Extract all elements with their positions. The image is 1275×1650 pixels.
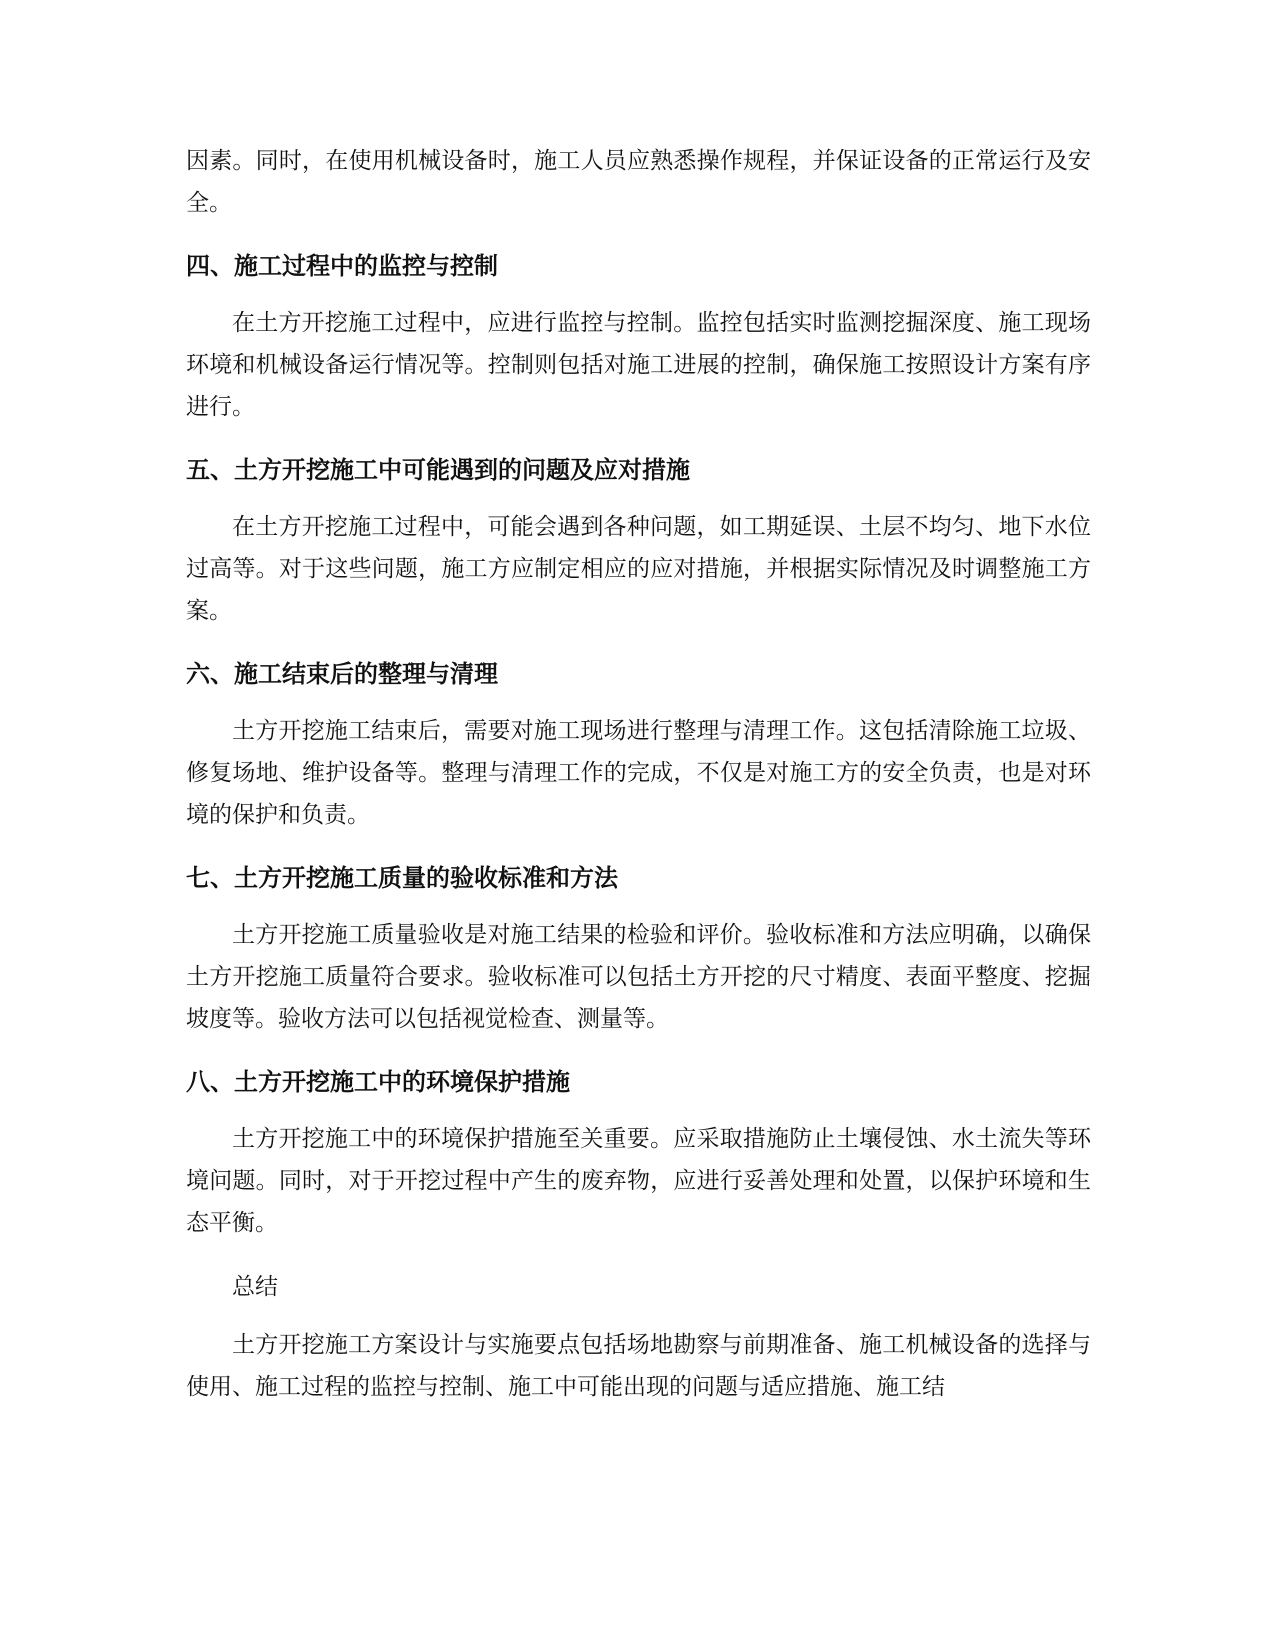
section-heading-5: 五、土方开挖施工中可能遇到的问题及应对措施 [186, 456, 690, 484]
section-paragraph-5: 在土方开挖施工过程中，可能会遇到各种问题，如工期延误、土层不均匀、地下水位过高等。对于这些问题，施工方应制定相应的应对措施，并根据实际情况及时调整施工方案。 [186, 514, 1091, 624]
section-heading-6: 六、施工结束后的整理与清理 [186, 660, 498, 688]
document-page [186, 140, 1091, 1408]
section-paragraph-6: 土方开挖施工结束后，需要对施工现场进行整理与清理工作。这包括清除施工垃圾、修复场地、维护设备等。整理与清理工作的完成，不仅是对施工方的安全负责，也是对环境的保护和负责。 [186, 718, 1091, 828]
section-heading-4: 四、施工过程中的监控与控制 [186, 252, 498, 280]
summary-label: 总结 [232, 1274, 278, 1300]
section-paragraph-8: 土方开挖施工中的环境保护措施至关重要。应采取措施防止土壤侵蚀、水土流失等环境问题。同时，对于开挖过程中产生的废弃物，应进行妥善处理和处置，以保护环境和生态平衡。 [186, 1126, 1091, 1236]
section-paragraph-7: 土方开挖施工质量验收是对施工结果的检验和评价。验收标准和方法应明确，以确保土方开挖施工质量符合要求。验收标准可以包括土方开挖的尺寸精度、表面平整度、挖掘坡度等。验收方法可以包括视觉检查、测量等。 [186, 922, 1091, 1032]
section-heading-8: 八、土方开挖施工中的环境保护措施 [186, 1068, 570, 1096]
summary-paragraph: 土方开挖施工方案设计与实施要点包括场地勘察与前期准备、施工机械设备的选择与使用、施工过程的监控与控制、施工中可能出现的问题与适应措施、施工结 [186, 1332, 1091, 1400]
intro-paragraph: 因素。同时，在使用机械设备时，施工人员应熟悉操作规程，并保证设备的正常运行及安全。 [186, 148, 1091, 216]
section-heading-7: 七、土方开挖施工质量的验收标准和方法 [186, 864, 618, 892]
section-paragraph-4: 在土方开挖施工过程中，应进行监控与控制。监控包括实时监测挖掘深度、施工现场环境和机械设备运行情况等。控制则包括对施工进展的控制，确保施工按照设计方案有序进行。 [186, 310, 1091, 420]
